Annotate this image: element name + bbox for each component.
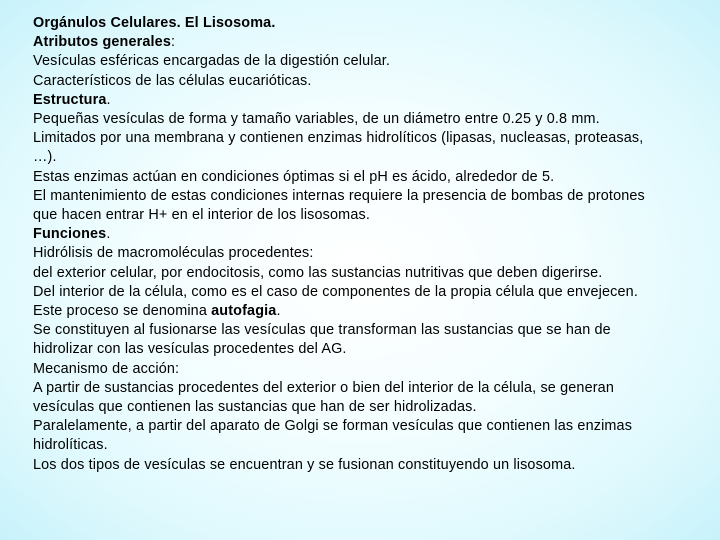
section-heading-estructura xyxy=(33,91,703,110)
atributos-heading-text: Atributos generales xyxy=(33,34,171,51)
body-line: A partir de sustancias procedentes del exterior o bien del interior de la célula, se generan xyxy=(33,379,614,396)
body-line: Vesículas esféricas encargadas de la digestión celular. xyxy=(33,53,391,70)
slide-text-body xyxy=(33,14,703,475)
body-line: Estas enzimas actúan en condiciones óptimas si el pH es ácido, alrededor de 5. xyxy=(33,168,555,185)
body-line: Característicos de las células eucarióticas. xyxy=(33,72,312,89)
body-line: Se constituyen al fusionarse las vesículas que transforman las sustancias que se han de xyxy=(33,322,611,339)
body-line: que hacen entrar H+ en el interior de los lisosomas. xyxy=(33,207,370,224)
body-line: Del interior de la célula, como es el caso de componentes de la propia célula que envejecen. xyxy=(33,283,638,300)
body-line: El mantenimiento de estas condiciones internas requiere la presencia de bombas de protones xyxy=(33,187,645,204)
body-line: hidrolíticas. xyxy=(33,437,108,454)
section-heading-atributos xyxy=(33,33,703,52)
autofagia-line xyxy=(33,302,703,321)
autofagia-suffix: . xyxy=(276,303,281,320)
slide-title: Orgánulos Celulares. El Lisosoma. xyxy=(33,15,276,31)
section-heading-funciones xyxy=(33,225,703,244)
autofagia-term: autofagia xyxy=(211,303,277,320)
body-line: del exterior celular, por endocitosis, como las sustancias nutritivas que deben digerirse. xyxy=(33,264,603,281)
body-line: Limitados por una membrana y contienen enzimas hidrolíticos (lipasas, nucleasas, proteasas, xyxy=(33,130,644,147)
atributos-heading-tail: : xyxy=(171,34,176,51)
body-line: Paralelamente, a partir del aparato de Golgi se forman vesículas que contienen las enzimas xyxy=(33,418,633,435)
body-line: vesículas que contienen las sustancias que han de ser hidrolizadas. xyxy=(33,399,477,416)
body-line: Pequeñas vesículas de forma y tamaño variables, de un diámetro entre 0.25 y 0.8 mm. xyxy=(33,111,600,128)
estructura-heading-tail: . xyxy=(106,91,111,108)
funciones-heading-tail: . xyxy=(106,226,111,243)
funciones-heading-text: Funciones xyxy=(33,226,107,243)
body-line: hidrolizar con las vesículas procedentes del AG. xyxy=(33,341,347,358)
body-line: Mecanismo de acción: xyxy=(33,360,180,377)
autofagia-prefix: Este proceso se denomina xyxy=(33,303,212,320)
estructura-heading-text: Estructura xyxy=(33,91,107,108)
body-line: Los dos tipos de vesículas se encuentran y se fusionan constituyendo un lisosoma. xyxy=(33,456,576,473)
body-line: Hidrólisis de macromoléculas procedentes: xyxy=(33,245,314,262)
body-line: …). xyxy=(33,149,57,166)
